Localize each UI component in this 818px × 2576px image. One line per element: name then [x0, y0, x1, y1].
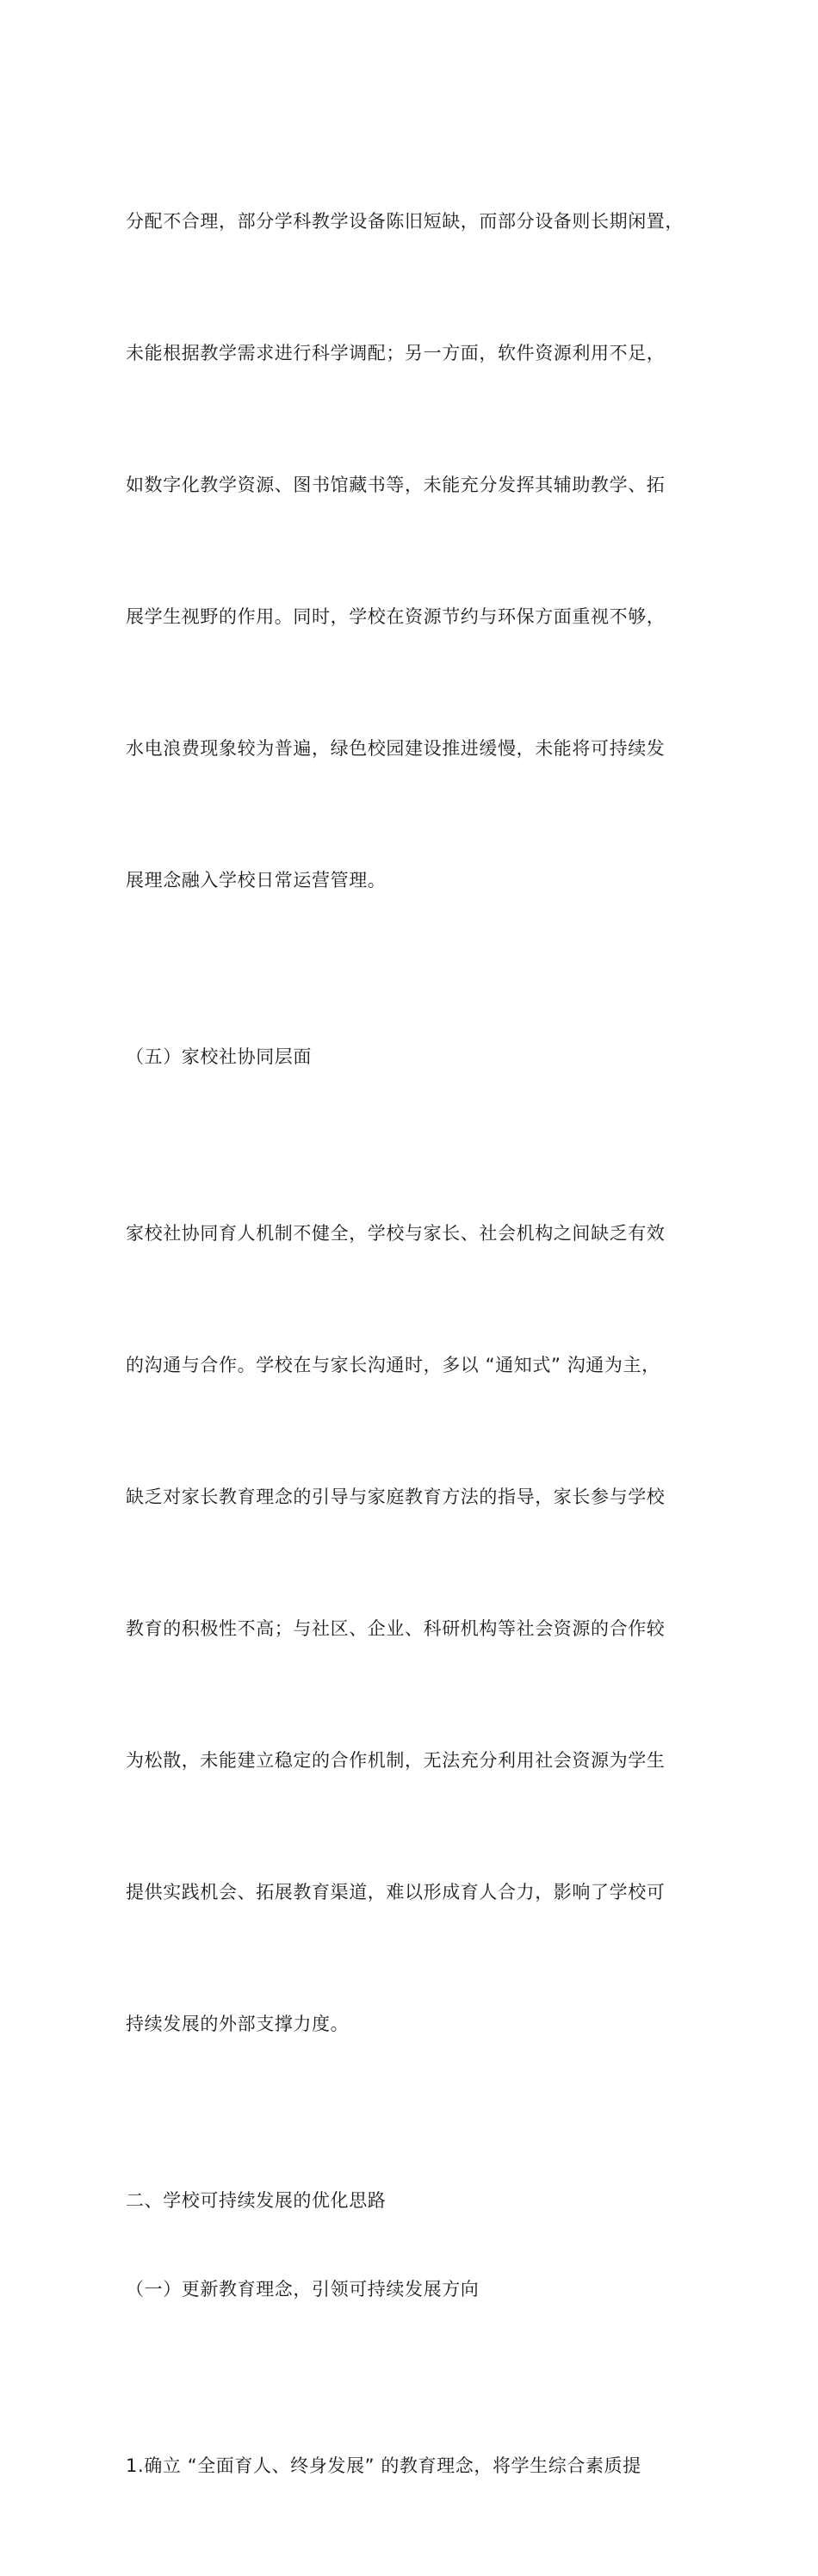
section-heading-home-school-community: （五）家校社协同层面: [126, 1046, 312, 1067]
text-line: 家校社协同育人机制不健全，学校与家长、社会机构之间缺乏有效: [126, 1223, 666, 1244]
text-line: 为松散，未能建立稳定的合作机制，无法充分利用社会资源为学生: [126, 1750, 666, 1771]
paragraph-resource-allocation: [126, 112, 704, 990]
text-line: 的沟通与合作。学校在与家长沟通时，多以 “通知式” 沟通为主，: [126, 1355, 660, 1375]
text-line: 1.确立 “全面育人、终身发展” 的教育理念，将学生综合素质提: [126, 2455, 641, 2476]
paragraph-item-1: [126, 2356, 704, 2576]
paragraph-home-school-community: [126, 1124, 704, 2134]
chapter-heading-optimization: 二、学校可持续发展的优化思路: [126, 2190, 387, 2211]
text-line: 缺乏对家长教育理念的引导与家庭教育方法的指导，家长参与学校: [126, 1487, 666, 1507]
section-heading-education-concept: （一）更新教育理念，引领可持续发展方向: [126, 2279, 480, 2300]
text-line: 分配不合理，部分学科教学设备陈旧短缺，而部分设备则长期闲置，: [126, 211, 684, 232]
document-body: [126, 112, 704, 2576]
text-line: 展理念融入学校日常运营管理。: [126, 870, 387, 891]
text-line: 提供实践机会、拓展教育渠道，难以形成育人合力，影响了学校可: [126, 1882, 666, 1903]
text-line: 展学生视野的作用。同时，学校在资源节约与环保方面重视不够，: [126, 606, 666, 627]
text-line: 教育的积极性不高；与社区、企业、科研机构等社会资源的合作较: [126, 1618, 666, 1639]
text-line: 如数字化教学资源、图书馆藏书等，未能充分发挥其辅助教学、拓: [126, 475, 666, 495]
text-line: 水电浪费现象较为普遍，绿色校园建设推进缓慢，未能将可持续发: [126, 738, 666, 759]
text-line: 持续发展的外部支撑力度。: [126, 2014, 350, 2034]
text-line: 未能根据教学需求进行科学调配；另一方面，软件资源利用不足，: [126, 343, 666, 363]
